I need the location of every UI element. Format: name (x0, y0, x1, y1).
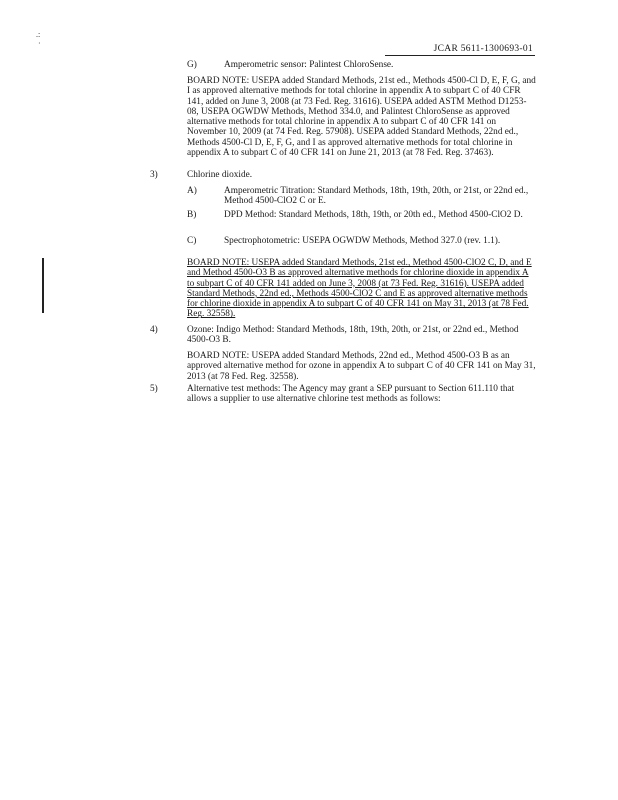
document-header-code: JCAR 5611-1300693-01 (433, 44, 533, 54)
sub-label-a: A) (187, 186, 197, 196)
sub-label-c: C) (187, 236, 197, 246)
board-note-1: BOARD NOTE: USEPA added Standard Methods, 21st ed., Methods 4500-Cl D, E, F, G, and I as approved alternative methods for total chlorine in appendix A to subpart C of 40 CFR 141, added on June 3, 2008 (at 73 Fed. Reg. 31616). USEPA added ASTM Method D1253-08, USEPA OGWDW Methods, Method 334.0, and Palintest ChloroSense as approved alternative methods for total chlorine in appendix A to subpart C of 40 CFR 141 on November 10, 2009 (at 74 Fed. Reg. 57908). USEPA added Standard Methods, 22nd ed., Methods 4500-Cl D, E, F, G, and I as approved alternative methods for total chlorine in appendix A to subpart C of 40 CFR 141 on June 21, 2013 (at 78 Fed. Reg. 37463). (187, 76, 536, 159)
item-text-4: Ozone: Indigo Method: Standard Methods, 18th, 19th, 20th, or 21st, or 22nd ed., Method 4500-O3 B. (187, 325, 519, 346)
sub-text-a: Amperometric Titration: Standard Methods, 18th, 19th, 20th, or 21st, or 22nd ed., Method 4500-ClO2 C or E. (224, 186, 529, 207)
item-label-4: 4) (150, 325, 158, 335)
margin-mark: .: (36, 30, 41, 39)
item-label-3: 3) (150, 170, 158, 180)
sub-text-b: DPD Method: Standard Methods, 18th, 19th, or 20th ed., Method 4500-ClO2 D. (224, 210, 523, 220)
item-label-g: G) (187, 60, 197, 70)
item-text-g: Amperometric sensor: Palintest ChloroSense. (224, 60, 394, 70)
header-rule (385, 55, 535, 56)
item-label-5: 5) (150, 384, 158, 394)
board-note-3: BOARD NOTE: USEPA added Standard Methods, 22nd ed., Method 4500-O3 B as an approved alternative method for ozone in appendix A to subpart C of 40 CFR 141 on May 31, 2013 (at 78 Fed. Reg. 32558). (187, 351, 536, 382)
margin-mark: · (38, 39, 41, 48)
sub-label-b: B) (187, 210, 197, 220)
sub-text-c: Spectrophotometric: USEPA OGWDW Methods, Method 327.0 (rev. 1.1). (224, 236, 501, 246)
board-note-2: BOARD NOTE: USEPA added Standard Methods, 21st ed., Method 4500-ClO2 C, D, and E and Method 4500-O3 B as approved alternative methods for chlorine dioxide in appendix A to subpart C of 40 CFR 141 added on June 3, 2008 (at 73 Fed. Reg. 31616). USEPA added Standard Methods, 22nd ed., Methods 4500-ClO2 C and E as approved alternative methods for chlorine dioxide in appendix A to subpart C of 40 CFR 141 on May 31, 2013 (at 78 Fed. Reg. 32558). (187, 258, 532, 320)
item-text-5: Alternative test methods: The Agency may grant a SEP pursuant to Section 611.110 that allows a supplier to use alternative chlorine test methods as follows: (187, 384, 515, 405)
change-bar (42, 258, 44, 313)
item-text-3: Chlorine dioxide. (187, 170, 253, 180)
